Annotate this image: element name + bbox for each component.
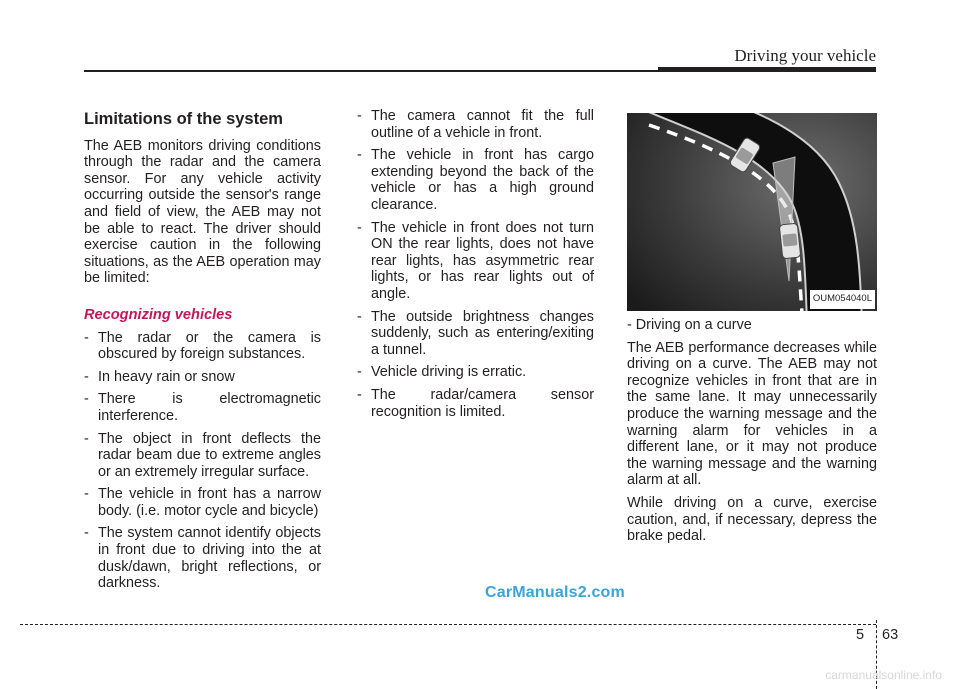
intro-paragraph: The AEB monitors driving conditions through the radar and the camera sensor. For any vehicle activity occurring outside the sensor's range and field of view, the AEB may not be able to react. The driver should exercise caution in the following situations, as the AEB operation may be limited: (84, 137, 321, 287)
column-1 (84, 108, 321, 598)
dash-icon: - (357, 364, 362, 381)
column-3 (627, 108, 877, 551)
dash-icon: - (357, 147, 362, 164)
list-item (357, 108, 594, 141)
dash-icon: - (357, 308, 362, 325)
list-item (357, 364, 594, 381)
subheading-recognizing-vehicles: Recognizing vehicles (84, 306, 233, 323)
list-item (357, 220, 594, 303)
limitations-list (84, 330, 321, 592)
curve-paragraph-2: While driving on a curve, exercise caution, and, if necessary, depress the brake pedal. (627, 494, 877, 545)
footer-site-link[interactable]: carmanualsonline.info (825, 668, 942, 682)
own-car (779, 223, 800, 259)
list-item-text: The radar/camera sensor recognition is limited. (371, 386, 594, 420)
curve-item: - Driving on a curve (627, 317, 752, 333)
list-item (357, 147, 594, 213)
figure-caption: OUM054040L (810, 290, 875, 309)
list-item (84, 525, 321, 591)
list-item-text: There is electromagnetic interference. (98, 391, 321, 424)
page-number: 63 (882, 627, 899, 643)
dash-icon: - (357, 219, 362, 236)
dash-icon: - (357, 386, 362, 403)
list-item (84, 330, 321, 363)
dash-icon: - (357, 108, 362, 124)
list-item-text: The system cannot identify objects in front due to driving into the at dusk/dawn, bright reflections, or darkness. (98, 525, 321, 592)
dash-icon: - (84, 430, 89, 447)
list-item-text: The vehicle in front does not turn ON the rear lights, does not have rear lights, has asymmetric rear lights, or has rear lights out of angle. (371, 219, 594, 302)
list-item (84, 369, 321, 386)
list-item-text: The vehicle in front has a narrow body. (i.e. motor cycle and bicycle) (98, 486, 321, 519)
list-item-text: The vehicle in front has cargo extending beyond the back of the vehicle or has a high ground clearance. (371, 147, 594, 213)
list-item-text: The object in front deflects the radar beam due to extreme angles or an extremely irregular surface. (98, 430, 321, 480)
list-item-text: The outside brightness changes suddenly, such as entering/exiting a tunnel. (371, 308, 594, 358)
dash-icon: - (84, 368, 89, 385)
list-item-text: In heavy rain or snow (98, 368, 235, 385)
dash-icon: - (84, 486, 89, 503)
curved-road-graphic (627, 113, 877, 311)
list-item (84, 486, 321, 519)
list-item (357, 387, 594, 420)
dash-icon: - (84, 391, 89, 408)
list-item (357, 309, 594, 359)
list-item-text: The camera cannot fit the full outline of a vehicle in front. (371, 108, 594, 141)
header-rule (84, 70, 660, 72)
chapter-number: 5 (856, 627, 865, 643)
dash-icon: - (84, 329, 89, 346)
list-item-text: Vehicle driving is erratic. (371, 364, 527, 381)
footer-rule (20, 624, 876, 625)
curve-paragraph-1: The AEB performance decreases while driving on a curve. The AEB may not recognize vehicles in front that are in the same lane. It may unnecessarily produce the warning message and the warning alarm for vehicles in a different lane, or it may not produce the warning message and the warning alarm at all. (627, 339, 877, 489)
column-2 (357, 108, 594, 426)
section-title: Limitations of the system (84, 110, 283, 128)
curve-illustration (627, 113, 877, 311)
header-rule-accent (658, 67, 876, 72)
dash-icon: - (84, 525, 89, 542)
page-header-title: Driving your vehicle (734, 46, 876, 65)
watermark-link[interactable]: CarManuals2.com (485, 584, 625, 601)
list-item-text: The radar or the camera is obscured by foreign substances. (98, 329, 321, 363)
list-item (84, 391, 321, 424)
limitations-list-continued (357, 108, 594, 420)
list-item (84, 431, 321, 481)
